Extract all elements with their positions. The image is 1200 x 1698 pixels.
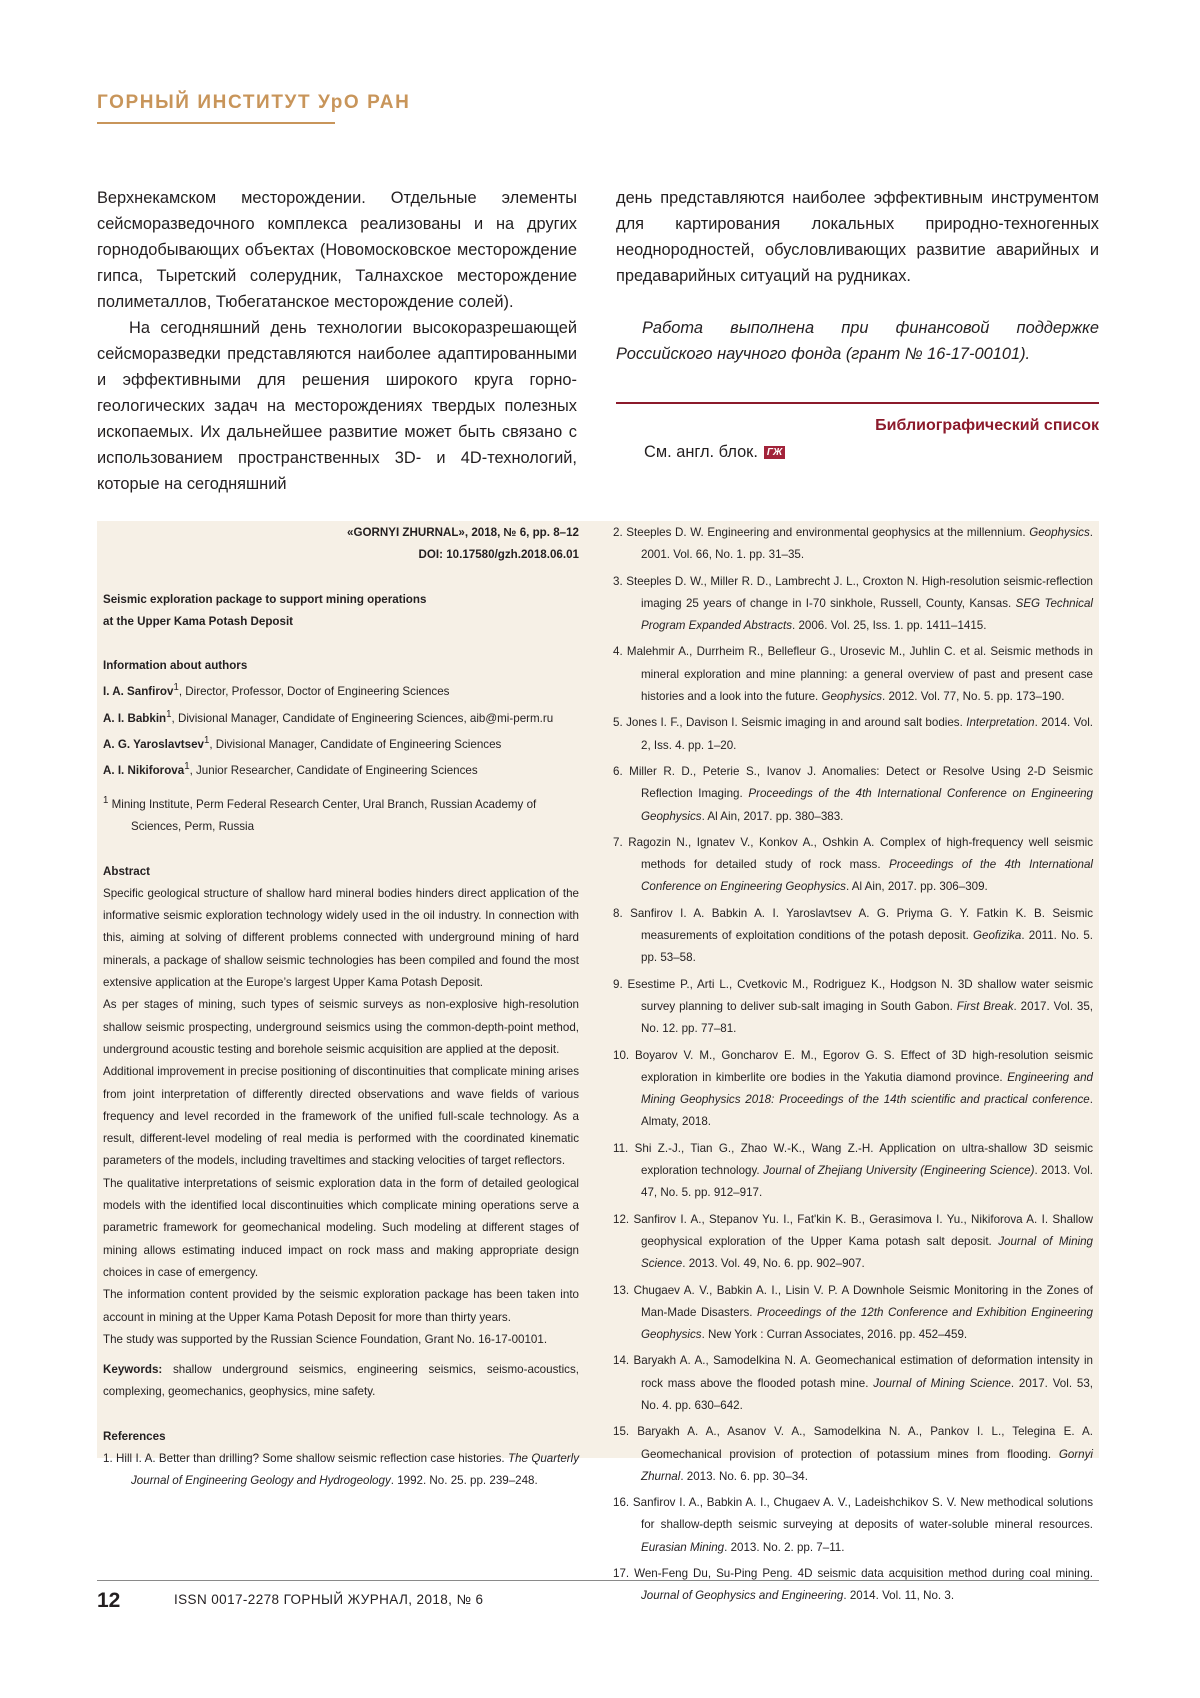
doi: DOI: 10.17580/gzh.2018.06.01 [418,548,579,562]
article-title: Seismic exploration package to support mining operations [103,592,427,606]
funding-note: Работа выполнена при финансовой поддержке Российского научного фонда (грант № 16-17-00101). [616,319,1099,363]
see-english-note [644,443,785,462]
reference-item: 9. Esestime P., Arti L., Cvetkovic M., Rodriguez K., Hodgson N. 3D shallow water seismic survey planning to deliver sub-salt imaging in South Gabon. First Break. 2017. Vol. 35, No. 12. pp. 77–81. [613,977,1093,1036]
reference-item: 7. Ragozin N., Ignatev V., Konkov A., Oshkin A. Complex of high-frequency well seismic methods for detailed study of rock mass. Proceedings of the 4th International Conference on Engineering Geophysics. Al Ain, 2017. pp. 306–309. [613,835,1093,894]
see-english-text: См. англ. блок. [644,443,758,461]
abstract-paragraph: The study was supported by the Russian Science Foundation, Grant No. 16-17-00101. [103,1332,548,1346]
page-number: 12 [97,1589,121,1612]
abstract-paragraph: The information content provided by the seismic exploration package has been taken into account in mining at the Upper Kama Potash Deposit for more than thirty years. [103,1288,579,1324]
abstract-paragraph: The qualitative interpretations of seismic exploration data in the form of detailed geological models with the identified local discontinuities which complicate mining operations serve a parametric framework for geomechanical modeling. Such modeling at different stages of mining allows estimating induced impact on rock mass and making appropriate design choices in case of emergency. [103,1176,579,1279]
reference-item: 10. Boyarov V. M., Goncharov E. M., Egorov G. S. Effect of 3D high-resolution seismic exploration in kimberlite ore bodies in the Yakutia diamond province. Engineering and Mining Geophysics 2018: Proceedings of the 14th scientific and practical conference. Almaty, 2018. [613,1048,1093,1129]
footer-rule [97,1580,1099,1581]
gzh-logo-icon: ГЖ [764,446,785,459]
english-right-column [613,522,1093,1612]
author-line: I. A. Sanfirov$^1$, Director, Professor, Doctor of Engineering Sciences [103,682,450,699]
bibliography-heading: Библиографический список [875,417,1099,434]
references-heading: References [103,1429,166,1443]
keywords: Keywords: shallow underground seismics, engineering seismics, seismo-acoustics, complexing, geomechanics, geophysics, mine safety. [103,1363,579,1399]
reference-item: 11. Shi Z.-J., Tian G., Zhao W.-K., Wang Z.-H. Application on ultra-shallow 3D seismic exploration technology. Journal of Zhejiang University (Engineering Science). 2013. Vol. 47, No. 5. pp. 912–917. [613,1141,1093,1200]
footer-journal-info: ISSN 0017-2278 ГОРНЫЙ ЖУРНАЛ, 2018, № 6 [174,1592,484,1607]
reference-item: 3. Steeples D. W., Miller R. D., Lambrecht J. L., Croxton N. High-resolution seismic-reflection imaging 25 years of change in I-70 sinkhole, Russell, County, Kansas. SEG Technical Program Expanded Abstracts. 2006. Vol. 25, Iss. 1. pp. 1411–1415. [613,574,1093,633]
english-left-column [103,522,579,1493]
header-rule [97,122,335,124]
abstract-paragraph: Additional improvement in precise positioning of discontinuities that complicate mining arises from joint interpretation of differently directed observations and wave fields of various frequency and level recorded in the framework of the unified full-scale technology. As a result, different-level modeling of real media is performed with the coordinated kinematic parameters of the models, including traveltimes and stacking velocities of target reflectors. [103,1065,579,1168]
ru-paragraph: день представляются наиболее эффективным инструментом для картирования локальных природно-техногенных неоднородностей, обусловливающих развитие аварийных и предаварийных ситуаций на рудниках. [616,189,1099,285]
keywords-label: Keywords: [103,1363,163,1377]
reference-item: 14. Baryakh A. A., Samodelkina N. A. Geomechanical estimation of deformation intensity in rock mass above the flooded potash mine. Journal of Mining Science. 2017. Vol. 53, No. 4. pp. 630–642. [613,1354,1093,1412]
ru-paragraph: На сегодняшний день технологии высокоразрешающей сейсморазведки представляются наиболее адаптированными и эффективными для решения широкого круга горно-геологических задач на месторождениях твердых полезных ископаемых. Их дальнейшее развитие может быть связано с использованием пространственных 3D- и 4D-технологий, которые на сегодняшний [97,319,577,493]
journal-reference: «GORNYI ZHURNAL», 2018, № 6, pp. 8–12 [347,526,579,539]
reference-item: 6. Miller R. D., Peterie S., Ivanov J. Anomalies: Detect or Resolve Using 2-D Seismic Reflection Imaging. Proceedings of the 4th International Conference on Engineering Geophysics. Al Ain, 2017. pp. 380–383. [613,764,1093,823]
article-title: at the Upper Kama Potash Deposit [103,614,294,628]
author-line: A. I. Nikiforova$^1$, Junior Researcher, Candidate of Engineering Sciences [103,760,478,777]
bibliography-rule [616,402,1099,404]
russian-right-column [616,185,1099,367]
reference-item: 17. Wen-Feng Du, Su-Ping Peng. 4D seismic data acquisition method during coal mining. Journal of Geophysics and Engineering. 2014. Vol. 11, No. 3. [613,1567,1093,1603]
reference-item: 5. Jones I. F., Davison I. Seismic imaging in and around salt bodies. Interpretation. 2014. Vol. 2, Iss. 4. pp. 1–20. [613,716,1094,752]
reference-item: 16. Sanfirov I. A., Babkin A. I., Chugaev A. V., Ladeishchikov S. V. New methodical solutions for shallow-depth seismic surveying at deposits of water-soluble mineral resources. Eurasian Mining. 2013. No. 2. pp. 7–11. [613,1496,1093,1554]
reference-item: 2. Steeples D. W. Engineering and environmental geophysics at the millennium. Geophysics. 2001. Vol. 66, No. 1. pp. 31–35. [613,526,1093,562]
reference-item: 13. Chugaev A. V., Babkin A. I., Lisin V. P. A Downhole Seismic Monitoring in the Zones of Man-Made Disasters. Proceedings of the 12th Conference and Exhibition Engineering Geophysics. New York : Curran Associates, 2016. pp. 452–459. [613,1283,1093,1342]
abstract-paragraph: As per stages of mining, such types of seismic surveys as non-explosive high-resolution shallow seismic prospecting, underground seismics using the common-depth-point method, underground acoustic testing and borehole seismic acquisition are applied at the deposit. [103,998,579,1056]
running-header [97,92,411,124]
author-line: A. G. Yaroslavtsev$^1$, Divisional Manager, Candidate of Engineering Sciences [103,734,502,751]
header-title: ГОРНЫЙ ИНСТИТУТ УрО РАН [97,92,411,113]
reference-item: 4. Malehmir A., Durrheim R., Bellefleur G., Urosevic M., Juhlin C. et al. Seismic methods in mineral exploration and mine planning: a general overview of past and present case histories and a look into the future. Geophysics. 2012. Vol. 77, No. 5. pp. 173–190. [613,645,1093,704]
reference-item: 8. Sanfirov I. A. Babkin A. I. Yaroslavtsev A. G. Priyma G. Y. Fatkin K. B. Seismic measurements of exploitation conditions of the potash deposit. Geofizika. 2011. No. 5. pp. 53–58. [613,906,1094,965]
reference-item: 15. Baryakh A. A., Asanov V. A., Samodelkina N. A., Pankov I. L., Telegina E. A. Geomechanical provision of protection of potassium mines from flooding. Gornyi Zhurnal. 2013. No. 6. pp. 30–34. [613,1425,1093,1483]
affiliation: $^1$ Mining Institute, Perm Federal Research Center, Ural Branch, Russian Academy of Sciences, Perm, Russia [103,795,537,834]
author-line: A. I. Babkin$^1$, Divisional Manager, Candidate of Engineering Sciences, aib@mi-perm.ru [103,708,554,725]
russian-left-column [97,185,577,497]
reference-item: 12. Sanfirov I. A., Stepanov Yu. I., Fat'kin K. B., Gerasimova I. Yu., Nikiforova A. I. Shallow geophysical exploration of the Upper Kama potash salt deposit. Journal of Mining Science. 2013. Vol. 49, No. 6. pp. 902–907. [613,1212,1093,1271]
authors-heading: Information about authors [103,659,248,673]
abstract-heading: Abstract [103,864,151,878]
abstract-paragraph: Specific geological structure of shallow hard mineral bodies hinders direct application of the informative seismic exploration technology widely used in the oil industry. In connection with this, aiming at solving of different problems connected with underground mining of hard minerals, a package of shallow seismic technologies has been compiled and found the most extensive application at the Europe’s largest Upper Kama Potash Deposit. [103,886,579,990]
ru-paragraph: Верхнекамском месторождении. Отдельные элементы сейсморазведочного комплекса реализованы и на других горнодобывающих объектах (Новомосковское месторождение гипса, Тыретский солерудник, Талнахское месторождение полиметаллов, Тюбегатанское месторождение солей). [97,189,577,311]
reference-item: 1. Hill I. A. Better than drilling? Some shallow seismic reflection case histories. The Quarterly Journal of Engineering Geology and Hydrogeology. 1992. No. 25. pp. 239–248. [103,1451,579,1488]
